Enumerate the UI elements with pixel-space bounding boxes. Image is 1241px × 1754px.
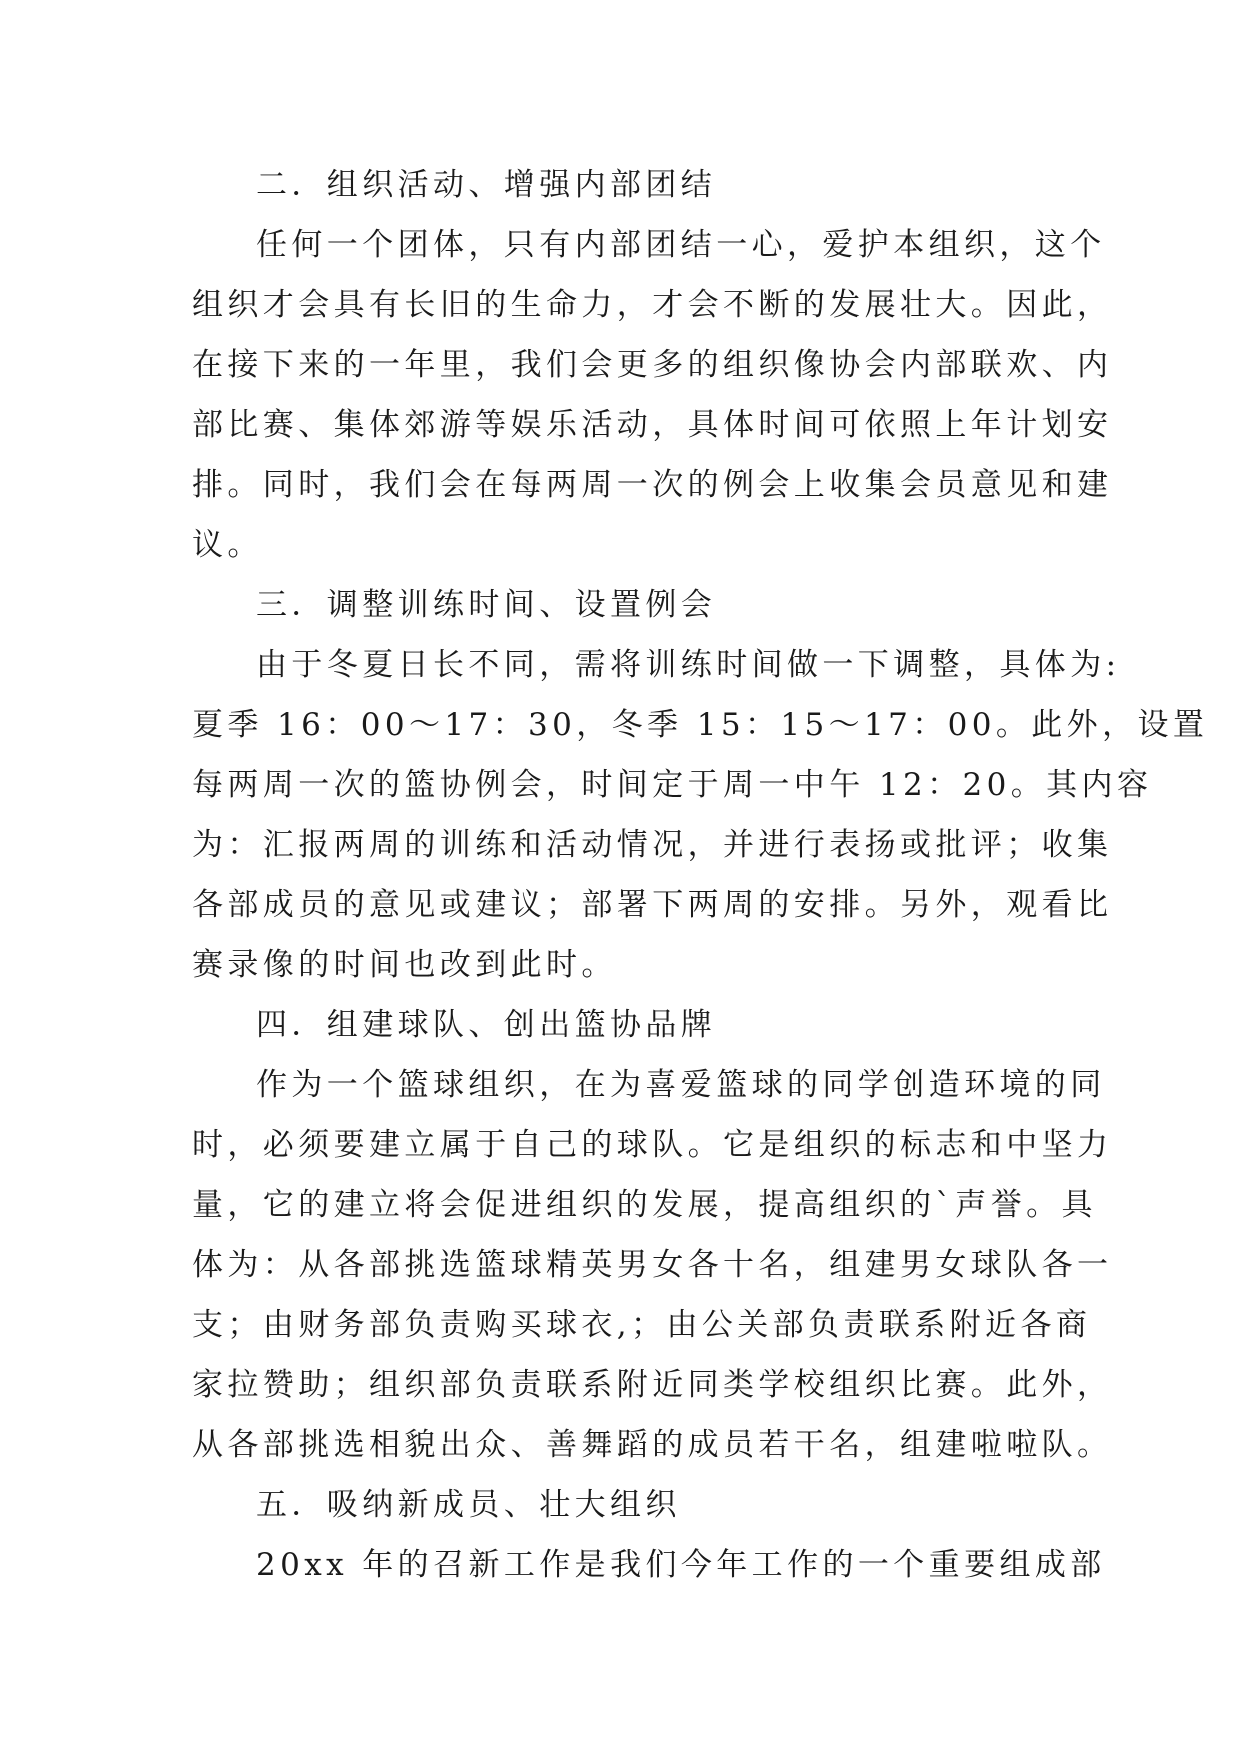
paragraph-line: 任何一个团体，只有内部团结一心，爱护本组织，这个 [256, 227, 1106, 263]
paragraph-line: 议。 [192, 527, 263, 563]
paragraph-line: 夏季 16：00～17：30，冬季 15：15～17：00。此外，设置 [192, 707, 1209, 743]
paragraph-line: 在接下来的一年里，我们会更多的组织像协会内部联欢、内 [192, 347, 1113, 383]
section-heading-5: 五．吸纳新成员、壮大组织 [256, 1487, 681, 1523]
paragraph-line: 支；由财务部负责购买球衣,；由公关部负责联系附近各商 [192, 1307, 1092, 1343]
paragraph-line: 组织才会具有长旧的生命力，才会不断的发展壮大。因此， [192, 287, 1113, 323]
paragraph-line: 由于冬夏日长不同，需将训练时间做一下调整，具体为: [256, 647, 1121, 683]
paragraph-line: 每两周一次的篮协例会，时间定于周一中午 12：20。其内容 [192, 767, 1153, 803]
section-heading-4: 四．组建球队、创出篮协品牌 [256, 1007, 717, 1043]
paragraph-line: 排。同时，我们会在每两周一次的例会上收集会员意见和建 [192, 467, 1113, 503]
section-heading-2: 二．组织活动、增强内部团结 [256, 167, 717, 203]
paragraph-line: 各部成员的意见或建议；部署下两周的安排。另外，观看比 [192, 887, 1113, 923]
section-heading-3: 三．调整训练时间、设置例会 [256, 587, 717, 623]
paragraph-line: 家拉赞助；组织部负责联系附近同类学校组织比赛。此外， [192, 1367, 1113, 1403]
paragraph-line: 体为：从各部挑选篮球精英男女各十名，组建男女球队各一 [192, 1247, 1113, 1283]
paragraph-line: 时，必须要建立属于自己的球队。它是组织的标志和中坚力 [192, 1127, 1113, 1163]
paragraph-line: 为：汇报两周的训练和活动情况，并进行表扬或批评；收集 [192, 827, 1113, 863]
paragraph-line: 从各部挑选相貌出众、善舞蹈的成员若干名，组建啦啦队。 [192, 1427, 1113, 1463]
paragraph-line: 作为一个篮球组织，在为喜爱篮球的同学创造环境的同 [256, 1067, 1106, 1103]
paragraph-line: 量，它的建立将会促进组织的发展，提高组织的`声誉。具 [192, 1187, 1097, 1223]
paragraph-line: 20xx 年的召新工作是我们今年工作的一个重要组成部 [256, 1547, 1106, 1583]
paragraph-line: 赛录像的时间也改到此时。 [192, 947, 617, 983]
paragraph-line: 部比赛、集体郊游等娱乐活动，具体时间可依照上年计划安 [192, 407, 1113, 443]
